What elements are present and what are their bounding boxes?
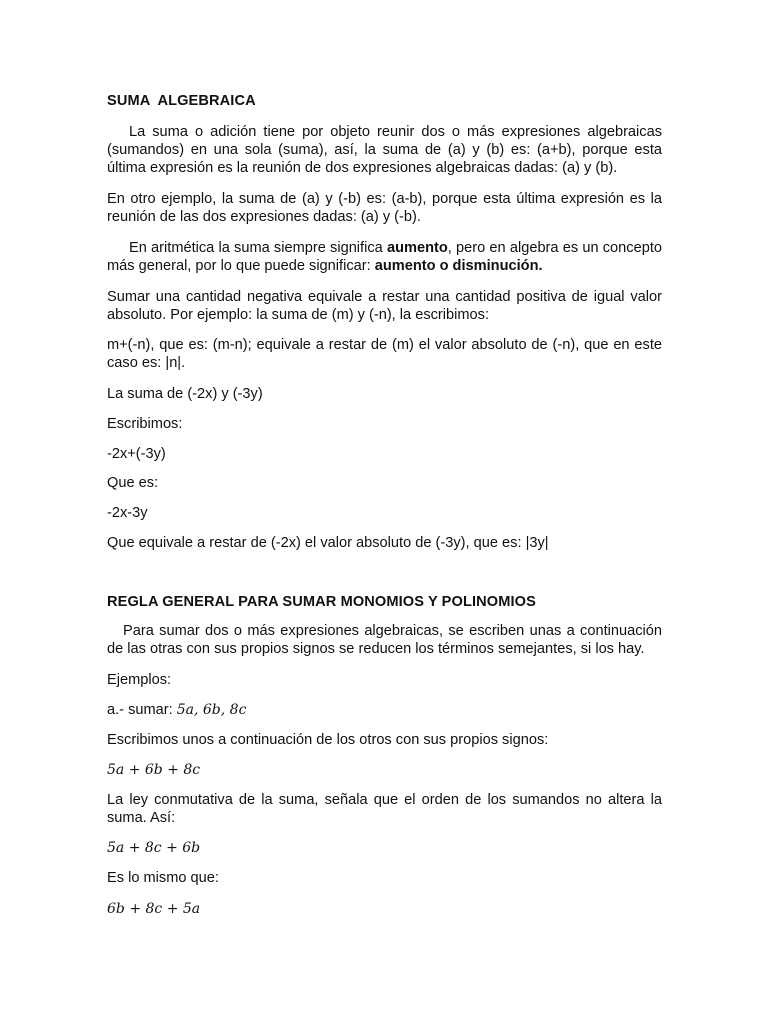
expression-2x-minus-3y: -2x-3y	[107, 505, 148, 521]
bold-aumento-disminucion: aumento o disminución.	[374, 258, 543, 274]
paragraph-ley-conmutativa: La ley conmutativa de la suma, señala que el orden de los sumandos no altera la suma. Así:	[107, 792, 662, 826]
equation-6b-8c-5a: 6b + 8c + 5a	[107, 901, 201, 917]
paragraph-negative-quantity: Sumar una cantidad negativa equivale a restar una cantidad positiva de igual valor absoluto. Por ejemplo: la suma de (m) y (-n), la escribimos:	[107, 289, 662, 323]
paragraph-other-example: En otro ejemplo, la suma de (a) y (-b) es: (a-b), porque esta última expresión es la reunión de las dos expresiones dadas: (a) y (-b).	[107, 191, 662, 225]
section-title-regla-general: REGLA GENERAL PARA SUMAR MONOMIOS Y POLINOMIOS	[107, 594, 536, 610]
equation-5a-6b-8c: 5a + 6b + 8c	[107, 762, 201, 778]
paragraph-m-plus-minus-n: m+(-n), que es: (m-n); equivale a restar de (m) el valor absoluto de (-n), que en este caso es: |n|.	[107, 337, 662, 371]
paragraph-es-lo-mismo: Es lo mismo que:	[107, 870, 219, 886]
paragraph-escribimos-unos: Escribimos unos a continuación de los otros con sus propios signos:	[107, 732, 549, 748]
paragraph-definition: La suma o adición tiene por objeto reunir dos o más expresiones algebraicas (sumandos) en una sola (suma), así, la suma de (a) y (b) es: (a+b), porque esta última expresión es la reunión de dos expresiones algebraicas dadas: (a) y (b).	[107, 124, 662, 176]
paragraph-equivalence: Que equivale a restar de (-2x) el valor absoluto de (-3y), que es: |3y|	[107, 535, 549, 551]
example-a-sumar	[107, 701, 662, 719]
bold-aumento: aumento	[386, 240, 448, 256]
paragraph-suma-2x-3y: La suma de (-2x) y (-3y)	[107, 386, 263, 402]
paragraph-rule: Para sumar dos o más expresiones algebraicas, se escriben unas a continuación de las otras con sus propios signos se reducen los términos semejantes, si los hay.	[107, 623, 662, 657]
paragraph-escribimos: Escribimos:	[107, 416, 183, 432]
expression-2x-plus-3y: -2x+(-3y)	[107, 446, 166, 462]
math-terms: 5a, 6b, 8c	[176, 702, 247, 718]
example-a-label: a.- sumar:	[107, 702, 177, 718]
equation-5a-8c-6b: 5a + 8c + 6b	[107, 840, 201, 856]
section-title-suma-algebraica: SUMA ALGEBRAICA	[107, 93, 256, 109]
paragraph-arithmetic	[107, 239, 662, 275]
paragraph-que-es: Que es:	[107, 475, 159, 491]
arithmetic-text-before: En aritmética la suma siempre significa	[129, 240, 387, 256]
paragraph-ejemplos: Ejemplos:	[107, 672, 172, 688]
arithmetic-text-middle: , pero en algebra es un concepto más general, por lo que puede significar:	[107, 240, 662, 274]
